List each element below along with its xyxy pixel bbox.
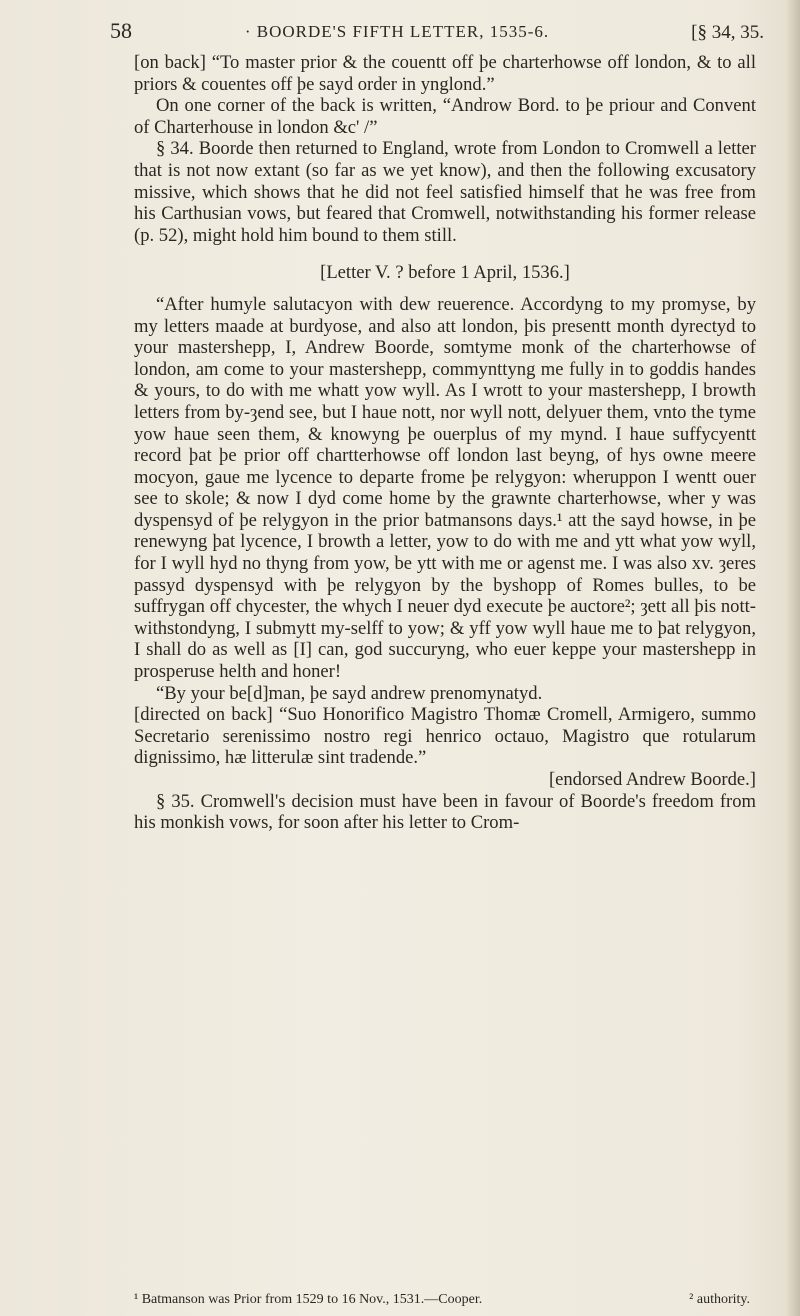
- section-reference: [§ 34, 35.: [691, 22, 764, 43]
- letter-body: “After humyle salutacyon with dew reuerence. Accordyng to my promyse, by my letters maade at burdyose, and also att london, þis presentt month dyrectyd to your mastershepp, I, Andrew Boorde, somtyme monk of the charterhowse of london, am come to your mastershepp, commynttyng me fully in to goddis handes & yours, to do with me whatt yow wyll. As I wrott to your mastershepp, I browth letters from by-ȝend see, but I haue nott, nor wyll nott, delyuer them, vnto the tyme yow haue seen them, & knowyng þe ouerplus of my mynd. I haue suffycyentt record þat þe prior off chartterhowse off london last beyng, of hys owne meere mocyon, gaue me lycence to departe frome þe relygyon: wheruppon I wentt ouer see to skole; & now I dyd come home by the grawnte charterhowse, wher y was dyspensyd of þe relygyon in the prior batmansons days.¹ att the sayd howse, in þe renewyng þat lycence, I browth a letter, yow to do with me and ytt what yow wyll, for I wyll hyd no thyng from yow, be ytt with me or agenst me. I was also xv. ȝeres passyd dyspensyd with þe relygyon by the byshopp of Romes bulles, to be suffrygan off chycester, the whych I neuer dyd execute þe auctore²; ȝett all þis nott-withstondyng, I submytt my-selff to yow; & yff yow wyll haue me to þat relygyon, I shall do as well as [I] can, god succuryng, who euer keppe your mastershepp in prosperuse helth and honer!: [134, 293, 756, 683]
- letter-signature: “By your be[d]man, þe sayd andrew prenomynatyd.: [156, 682, 543, 704]
- body-text: [134, 52, 756, 834]
- page-number: 58: [110, 18, 132, 43]
- section-34-paragraph: § 34. Boorde then returned to England, wrote from London to Cromwell a letter that is not now extant (so far as we yet know), and then the following excusatory missive, which shows that he did not feel satisfied himself that he was free from his Carthusian vows, but feared that Cromwell, notwithstanding his former release (p. 52), might hold him bound to them still.: [134, 138, 756, 246]
- spacer: [134, 284, 756, 294]
- letter-address-on-back: [on back] “To master prior & the couentt off þe charterhowse off london, & to all priors & couentes off þe sayd order in ynglond.”: [134, 52, 756, 95]
- footnote-2: ² authority.: [689, 1292, 750, 1307]
- page-header: [24, 8, 770, 48]
- footnote-1: ¹ Batmanson was Prior from 1529 to 16 Nov., 1531.—Cooper.: [134, 1292, 483, 1307]
- spacer: [134, 246, 756, 262]
- footnotes: [134, 1292, 756, 1308]
- letter-direction: [directed on back] “Suo Honorifico Magistro Thomæ Cromell, Armigero, summo Secretario serenissimo nostro regi henrico octauo, Magistro que rotularum dignissimo, hæ litterulæ sint tradende.”: [134, 704, 756, 769]
- letter-endorsement: [endorsed Andrew Boorde.]: [548, 769, 756, 790]
- back-corner-note: On one corner of the back is written, “Androw Bord. to þe priour and Convent of Charterhouse in london &c' /”: [134, 95, 756, 138]
- section-35-paragraph: § 35. Cromwell's decision must have been in favour of Boorde's freedom from his monkish vows, for soon after his letter to Crom-: [134, 790, 756, 834]
- running-title: · BOORDE'S FIFTH LETTER, 1535-6.: [244, 22, 550, 41]
- letter-heading: [Letter V. ? before 1 April, 1536.]: [320, 262, 570, 284]
